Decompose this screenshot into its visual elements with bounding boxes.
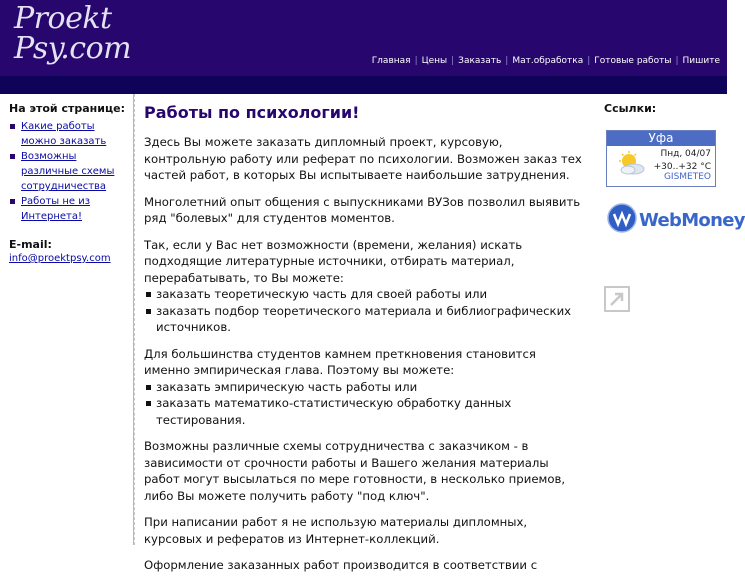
toc-list bbox=[8, 119, 133, 224]
paragraph: Многолетний опыт общения с выпускниками ВУЗов позволил выявить ряд "болевых" для студентов моментов. bbox=[144, 194, 581, 225]
email-heading: E-mail: bbox=[9, 238, 52, 251]
paragraph: Так, если у Вас нет возможности (времени, желания) искать подходящие литературные источники, отбирать материал, перерабатывать, то Вы можете: bbox=[144, 237, 523, 285]
paragraph: Возможны различные схемы сотрудничества с заказчиком - в зависимости от срочности работы и Вашего желания материалы работ могут высылаться по мере готовности, в несколько приемов, либо Вы можете получить работу "под ключ". bbox=[144, 439, 566, 503]
nav-separator: | bbox=[675, 56, 679, 66]
toc-item bbox=[8, 194, 133, 224]
list-item: заказать математико-статистическую обработку данных тестирования. bbox=[144, 395, 584, 428]
nav-order[interactable]: Заказать bbox=[458, 56, 502, 66]
nav-ready-works[interactable]: Готовые работы bbox=[594, 56, 672, 66]
right-sidebar bbox=[595, 94, 745, 545]
paragraph: Оформление заказанных работ производится в соответствии с bbox=[144, 558, 538, 572]
site-logo[interactable] bbox=[14, 1, 132, 66]
nav-prices[interactable]: Цены bbox=[421, 56, 448, 66]
header bbox=[0, 0, 727, 76]
main-content bbox=[134, 94, 596, 572]
links-heading: Ссылки: bbox=[604, 102, 657, 115]
paragraph: Здесь Вы можете заказать дипломный проект, курсовую, контрольную работу или реферат по психологии. Возможен заказ тех частей работ, в которых Вы испытываете наибольшие затруднения. bbox=[144, 135, 582, 182]
list-item: заказать теоретическую часть для своей работы или bbox=[144, 286, 584, 303]
nav-separator: | bbox=[587, 56, 591, 66]
paragraph: Для большинства студентов камнем преткновения становится именно эмпирическая глава. Поэтому вы можете: bbox=[144, 346, 536, 377]
article-text bbox=[144, 134, 584, 584]
webmoney-banner[interactable] bbox=[606, 200, 745, 236]
nav-separator: | bbox=[414, 56, 418, 66]
nav-write[interactable]: Пишите bbox=[682, 56, 720, 66]
logo-line2: Psy.com bbox=[14, 31, 132, 66]
nav-separator: | bbox=[505, 56, 509, 66]
logo-line1: Proekt bbox=[14, 1, 112, 36]
nav-separator: | bbox=[451, 56, 455, 66]
toc-item bbox=[8, 119, 133, 149]
page-title: Работы по психологии! bbox=[144, 103, 360, 122]
nav-home[interactable]: Главная bbox=[371, 56, 411, 66]
toc-link-what-to-order[interactable]: Какие работы можно заказать bbox=[21, 121, 107, 147]
list-item: заказать подбор теоретического материала и библиографических источников. bbox=[144, 303, 584, 336]
webmoney-label: WebMoney bbox=[639, 210, 745, 231]
weather-date: Пнд, 04/07 bbox=[660, 149, 711, 159]
header-band bbox=[0, 76, 727, 94]
weather-informer[interactable] bbox=[606, 130, 716, 187]
toc-item bbox=[8, 149, 133, 194]
sun-cloud-icon bbox=[616, 150, 646, 176]
external-link-icon[interactable] bbox=[604, 286, 630, 312]
list-item: заказать эмпирическую часть работы или bbox=[144, 379, 584, 396]
weather-brand: GISMETEO bbox=[663, 172, 711, 182]
left-sidebar bbox=[0, 94, 134, 545]
bullet-list bbox=[144, 286, 584, 336]
nav-math-processing[interactable]: Мат.обработка bbox=[512, 56, 584, 66]
email-link[interactable]: info@proektpsy.com bbox=[9, 253, 111, 264]
toc-link-not-internet[interactable]: Работы не из Интернета! bbox=[21, 196, 91, 222]
weather-temperature: +30..+32 °C bbox=[653, 162, 711, 172]
webmoney-globe-icon bbox=[606, 200, 638, 236]
toc-link-cooperation[interactable]: Возможны различные схемы сотрудничества bbox=[21, 151, 115, 192]
bullet-list bbox=[144, 379, 584, 429]
paragraph: При написании работ я не использую материалы дипломных, курсовых и рефератов из Интернет-коллекций. bbox=[144, 515, 528, 546]
weather-city: Уфа bbox=[607, 131, 715, 146]
toc-heading: На этой странице: bbox=[9, 102, 125, 115]
top-nav bbox=[372, 56, 720, 66]
